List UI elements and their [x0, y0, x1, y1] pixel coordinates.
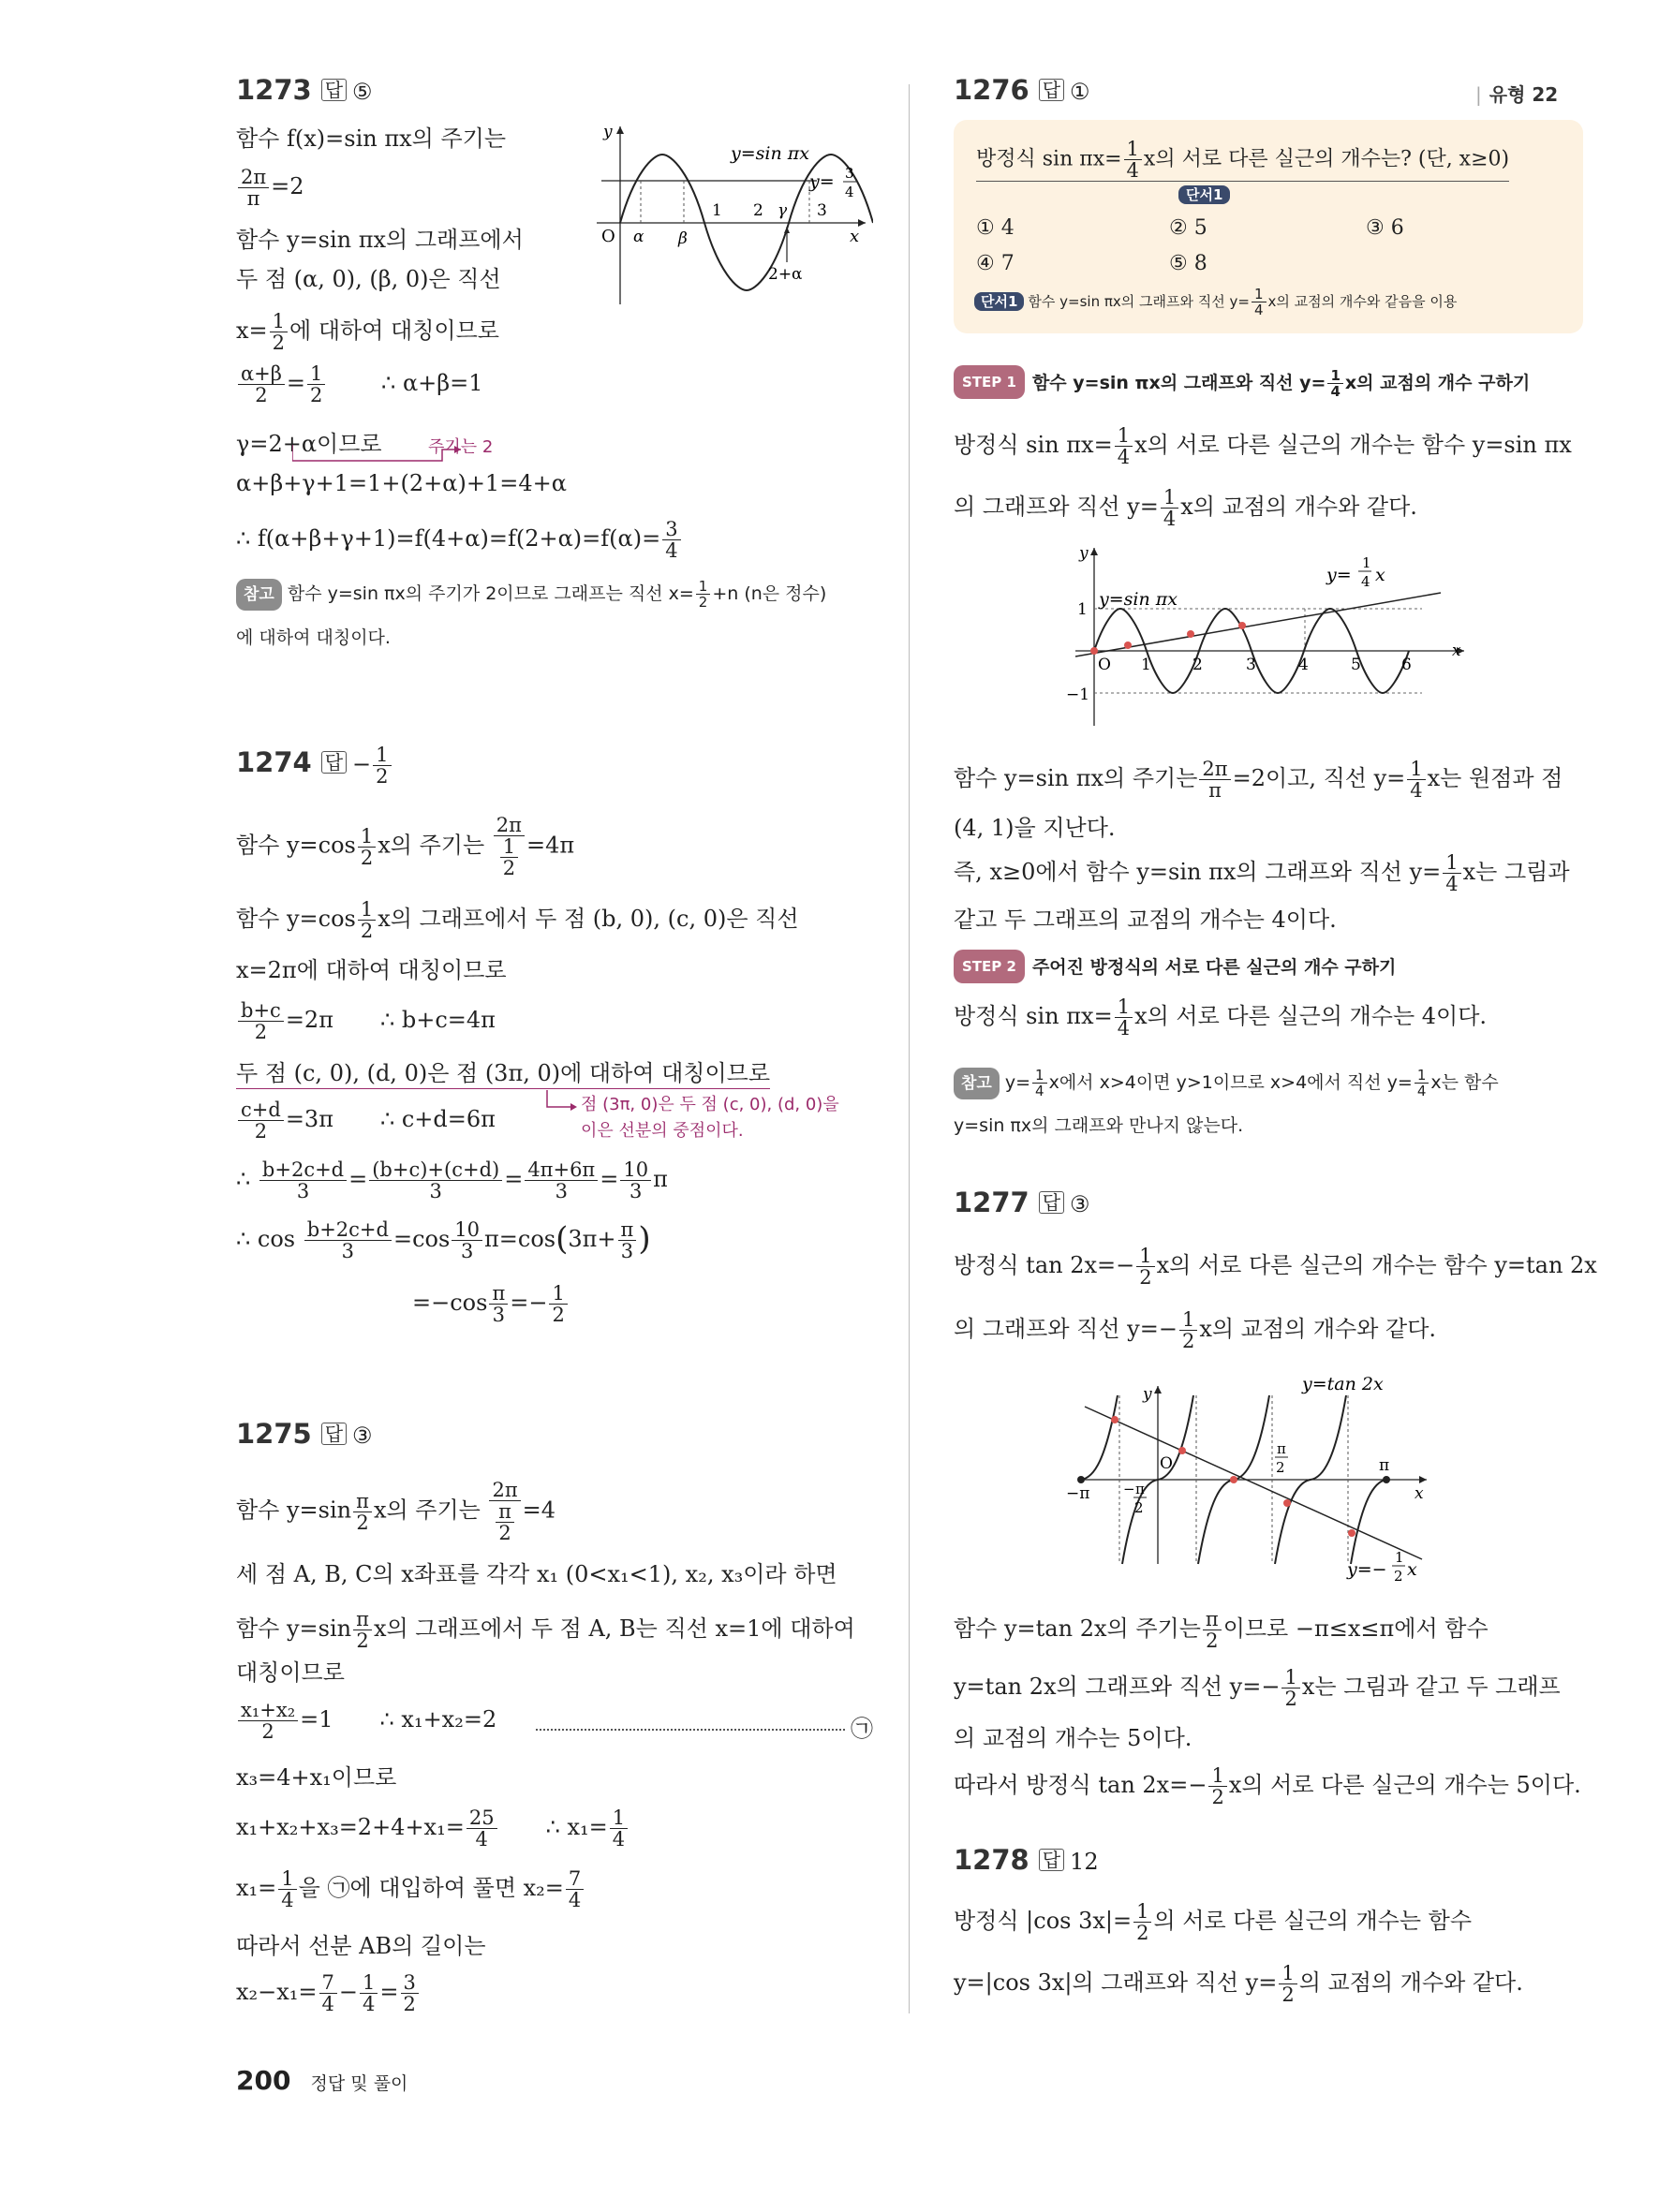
p1273-line3: 함수 y=sin πx의 그래프에서	[236, 227, 524, 253]
graph-tick-1: 1	[712, 201, 722, 220]
p1278-line2: y=|cos 3x|의 그래프와 직선 y= $\frac{1}{2}$ 의 교점의 개수와 같다.	[954, 1962, 1523, 2006]
p1277-line5: 의 교점의 개수는 5이다.	[954, 1725, 1192, 1751]
p1274-midpoint-note1: 점 (3π, 0)은 두 점 (c, 0), (d, 0)을	[581, 1095, 839, 1114]
graph-pi2-n: π	[1277, 1440, 1286, 1457]
graph-x-axis-label: x	[850, 227, 860, 246]
p1276-step1: STEP 1 함수 y=sin πx의 그래프와 직선 y= $\frac{1}{4}$ x의 교점의 개수 구하기	[954, 365, 1530, 399]
graph-line-frac-d: 2	[1394, 1568, 1403, 1583]
graph-label-gamma: γ	[778, 201, 788, 220]
p1275-line5: $\frac{\text{x₁+x₂}}{2}$ =1 ∴ x₁+x₂=2	[236, 1700, 496, 1742]
problem-1274-header: 1274 답 − $\frac{1}{2}$	[236, 745, 393, 787]
graph-label-alpha: α	[633, 228, 644, 246]
type-label: | 유형 22	[1475, 83, 1559, 106]
graph-line-frac-n: 1	[1395, 1549, 1404, 1566]
problem-1275-header: 1275 답 ③	[236, 1418, 373, 1450]
p1273-line7: γ=2+α이므로	[236, 431, 382, 457]
graph-line-frac-d: 4	[1361, 573, 1370, 590]
graph-y-axis-label: y	[1079, 544, 1089, 563]
p1274-line8: ∴ cos $\frac{b+2c+d}{3}$ =cos $\frac{10}{3}$ π=cos(3π+ $\frac{\pi}{3}$ )	[236, 1218, 651, 1262]
p1275-line1: 함수 y=sin $\frac{\pi}{2}$ x의 주기는 $\frac{2\pi}{\frac{\pi}{2}}$ =4	[236, 1479, 556, 1544]
graph-origin-label: O	[1160, 1454, 1173, 1473]
p1276-step2: STEP 2 주어진 방정식의 서로 다른 실근의 개수 구하기	[954, 950, 1396, 983]
graph-neg-pi2-d: 2	[1134, 1499, 1144, 1516]
graph-line-label: y=	[1326, 565, 1352, 585]
graph-line-x: x	[1375, 565, 1385, 585]
hint-marker: 단서1	[1178, 185, 1230, 204]
graph-y-axis-label: y	[603, 123, 613, 141]
p1274-line4: $\frac{b+c}{2}$ =2π ∴ b+c=4π	[236, 1000, 496, 1042]
p1276-graph	[1066, 543, 1478, 730]
graph-line-x: x	[1407, 1559, 1417, 1580]
graph-y-tick-1: 1	[1077, 600, 1088, 619]
p1274-line7: ∴ $\frac{b+2c+d}{3}$ = $\frac{(b+c)+(c+d)}{3}$ = $\frac{4\pi+6\pi}{3}$ = $\frac{10}{3}$ π	[236, 1158, 668, 1202]
graph-tick-4: 4	[1298, 656, 1309, 674]
p1276-question: 방정식 sin πx= $\frac{1}{4}$ x의 서로 다른 실근의 개수는? (단, x≥0)	[976, 138, 1510, 182]
p1274-line1: 함수 y=cos $\frac{1}{2}$ x의 주기는 $\frac{2\pi}{\frac{1}{2}}$ =4π	[236, 814, 575, 879]
graph-line-label: y=−	[1347, 1559, 1387, 1580]
graph-tick-neg-pi: −π	[1066, 1484, 1090, 1503]
p1277-line1: 방정식 tan 2x=− $\frac{1}{2}$ x의 서로 다른 실근의 개수는 함수 y=tan 2x	[954, 1245, 1597, 1289]
p1276-line1: 방정식 sin πx= $\frac{1}{4}$ x의 서로 다른 실근의 개수는 함수 y=sin πx	[954, 424, 1572, 468]
choice-1: ① 4	[976, 216, 1015, 240]
graph-origin-label: O	[1098, 656, 1111, 674]
p1273-graph	[592, 122, 873, 309]
graph-neg-pi2-sign: −	[1123, 1481, 1135, 1497]
graph-tick-2: 2	[1192, 656, 1203, 674]
choice-3: ③ 6	[1366, 216, 1404, 240]
graph-func-label: y=tan 2x	[1302, 1374, 1384, 1394]
graph-tick-5: 5	[1351, 656, 1361, 674]
p1273-note: 참고 함수 y=sin πx의 주기가 2이므로 그래프는 직선 x= $\frac{1}{2}$ +n (n은 정수)	[236, 579, 826, 611]
graph-y-tick-neg1: −1	[1066, 686, 1090, 704]
p1277-line4: y=tan 2x의 그래프와 직선 y=− $\frac{1}{2}$ x는 그림과 같고 두 그래프	[954, 1666, 1561, 1710]
graph-neg-pi2-n: π	[1135, 1481, 1145, 1497]
p1275-line2: 세 점 A, B, C의 x좌표를 각각 x₁ (0<x₁<1), x₂, x₃이라 하면	[236, 1561, 837, 1587]
graph-line-frac-d: 4	[845, 184, 854, 200]
p1273-note-cont: 에 대하여 대칭이다.	[236, 627, 391, 648]
p1276-line3: 함수 y=sin πx의 주기는 $\frac{2\pi}{\pi}$ =2이고, 직선 y= $\frac{1}{4}$ x는 원점과 점	[954, 758, 1563, 802]
p1277-line3: 함수 y=tan 2x의 주기는 $\frac{\pi}{2}$ 이므로 −π≤x≤π에서 함수	[954, 1608, 1489, 1652]
p1277-graph	[1066, 1367, 1478, 1583]
graph-tick-3: 3	[1246, 656, 1256, 674]
p1276-line5: 즉, x≥0에서 함수 y=sin πx의 그래프와 직선 y= $\frac{1}{4}$ x는 그림과	[954, 851, 1570, 895]
p1273-line1: 함수 f(x)=sin πx의 주기는	[236, 125, 507, 152]
p1277-line2: 의 그래프와 직선 y=− $\frac{1}{2}$ x의 교점의 개수와 같다.	[954, 1308, 1437, 1352]
choice-5: ⑤ 8	[1169, 252, 1207, 275]
p1274-midpoint-note2: 이은 선분의 중점이다.	[581, 1121, 744, 1141]
p1275-line10: x₂−x₁= $\frac{7}{4}$ − $\frac{1}{4}$ = $\frac{3}{2}$	[236, 1972, 421, 2014]
p1273-line6: $\frac{\alpha+\beta}{2}$ = $\frac{1}{2}$ ∴ α+β=1	[236, 363, 483, 406]
p1278-line1: 방정식 |cos 3x|= $\frac{1}{2}$ 의 서로 다른 실근의 개수는 함수	[954, 1900, 1473, 1944]
p1275-line8: x₁= $\frac{1}{4}$ 을 ㉠에 대입하여 풀면 x₂= $\frac{7}{4}$	[236, 1868, 585, 1910]
p1275-leader-dots	[536, 1729, 845, 1731]
graph-tick-pi: π	[1379, 1456, 1390, 1475]
p1275-eq-marker: ㉠	[851, 1716, 873, 1742]
hint-text: 단서1 함수 y=sin πx의 그래프와 직선 y= $\frac{1}{4}$ x의 교점의 개수와 같음을 이용	[974, 287, 1457, 317]
graph-line-frac-n: 1	[1362, 554, 1371, 571]
p1275-line6: x₃=4+x₁이므로	[236, 1764, 397, 1791]
graph-label-beta: β	[678, 229, 688, 248]
p1276-note1: 참고 y= $\frac{1}{4}$ x에서 x>4이면 y>1이므로 x>4에서 직선 y= $\frac{1}{4}$ x는 함수	[954, 1068, 1499, 1099]
choice-4: ④ 7	[976, 252, 1015, 275]
graph-label-2-alpha: 2+α	[768, 265, 803, 284]
problem-1276-header: 1276 답 ①	[954, 74, 1090, 106]
graph-tick-1: 1	[1141, 656, 1151, 674]
p1276-line7: 방정식 sin πx= $\frac{1}{4}$ x의 서로 다른 실근의 개수는 4이다.	[954, 995, 1488, 1040]
problem-1273-header: 1273 답 ⑤	[236, 74, 373, 106]
page-number: 200	[236, 2065, 291, 2096]
p1275-line7: x₁+x₂+x₃=2+4+x₁= $\frac{25}{4}$ ∴ x₁= $\frac{1}{4}$	[236, 1807, 630, 1850]
graph-x-axis-label: x	[1415, 1484, 1424, 1503]
page-footer	[236, 2065, 407, 2096]
graph-origin-label: O	[601, 227, 615, 246]
column-divider	[909, 84, 910, 2013]
p1276-line4: (4, 1)을 지난다.	[954, 815, 1116, 841]
problem-1278-header: 1278 답 12	[954, 1844, 1099, 1876]
graph-tick-3: 3	[817, 201, 827, 220]
graph-tick-6: 6	[1401, 656, 1412, 674]
p1275-line3: 함수 y=sin $\frac{\pi}{2}$ x의 그래프에서 두 점 A, B는 직선 x=1에 대하여	[236, 1608, 855, 1652]
choice-2: ② 5	[1169, 216, 1207, 240]
p1273-line5: x= $\frac{1}{2}$ 에 대하여 대칭이므로	[236, 310, 499, 354]
graph-func-label: y=sin πx	[1099, 589, 1178, 610]
graph-pi2-d: 2	[1276, 1459, 1285, 1476]
graph-line-label: y=	[809, 171, 835, 192]
p1273-line8: α+β+γ+1=1+(2+α)+1=4+α	[236, 470, 567, 496]
p1275-line9: 따라서 선분 AB의 길이는	[236, 1933, 486, 1959]
p1274-line6: $\frac{c+d}{2}$ =3π ∴ c+d=6π	[236, 1099, 496, 1142]
p1276-note2: y=sin πx의 그래프와 만나지 않는다.	[954, 1115, 1244, 1136]
p1274-line3: x=2π에 대하여 대칭이므로	[236, 957, 507, 983]
footer-label: 정답 및 풀이	[310, 2073, 408, 2094]
p1276-line6: 같고 두 그래프의 교점의 개수는 4이다.	[954, 907, 1337, 933]
p1275-line4: 대칭이므로	[236, 1659, 345, 1686]
p1273-line4: 두 점 (α, 0), (β, 0)은 직선	[236, 266, 501, 292]
graph-line-frac-n: 3	[845, 165, 854, 182]
problem-1277-header: 1277 답 ③	[954, 1187, 1090, 1218]
p1273-line9: ∴ f(α+β+γ+1)=f(4+α)=f(2+α)=f(α)= $\frac{3}{4}$	[236, 519, 683, 561]
p1274-line9: =−cos $\frac{\pi}{3}$ =− $\frac{1}{2}$	[412, 1283, 570, 1325]
p1277-line6: 따라서 방정식 tan 2x=− $\frac{1}{2}$ x의 서로 다른 실근의 개수는 5이다.	[954, 1764, 1581, 1808]
graph-tick-2: 2	[753, 201, 763, 220]
p1273-period-note: 주기는 2	[428, 437, 494, 457]
p1274-line5: 두 점 (c, 0), (d, 0)은 점 (3π, 0)에 대하여 대칭이므로	[236, 1058, 770, 1089]
graph-y-axis-label: y	[1143, 1385, 1152, 1404]
graph-func-label: y=sin πx	[731, 143, 809, 164]
p1273-line2: $\frac{2\pi}{\pi}$ =2	[236, 167, 304, 209]
p1276-line2: 의 그래프와 직선 y= $\frac{1}{4}$ x의 교점의 개수와 같다.	[954, 486, 1417, 530]
midpoint-note-arrow	[545, 1090, 583, 1118]
graph-x-axis-label: x	[1452, 641, 1461, 660]
p1274-line2: 함수 y=cos $\frac{1}{2}$ x의 그래프에서 두 점 (b, 0), (c, 0)은 직선	[236, 898, 799, 942]
